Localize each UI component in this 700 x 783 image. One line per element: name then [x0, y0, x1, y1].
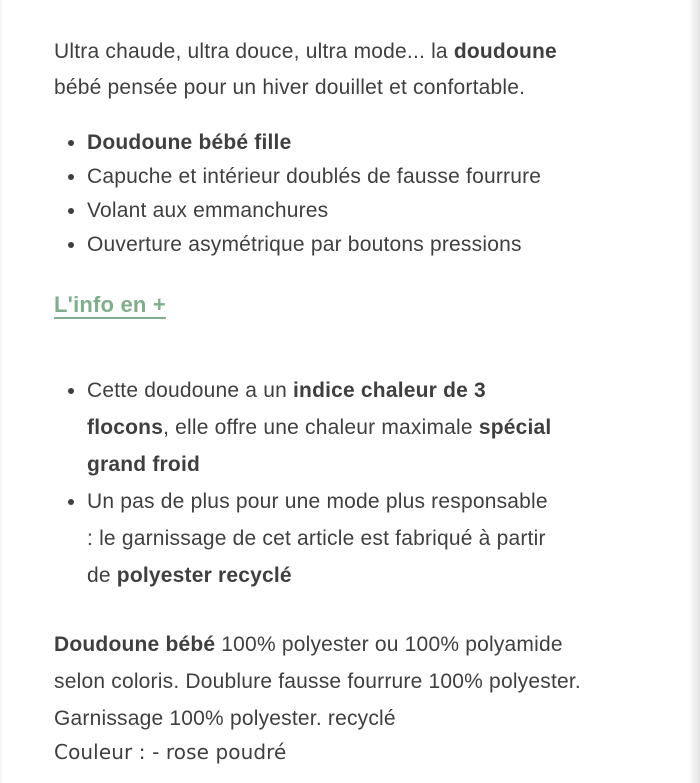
info-list — [54, 372, 554, 594]
intro-paragraph: Ultra chaude, ultra douce, ultra mode... la doudoune bébé pensée pour un hiver douillet et confortable. — [54, 40, 557, 99]
feature-item: • Doudoune bébé fille — [87, 126, 554, 160]
feature-item: • Volant aux emmanchures — [87, 194, 554, 228]
feature-list — [54, 126, 554, 262]
feature-item: • Ouverture asymétrique par boutons pressions — [87, 228, 554, 262]
composition-paragraph: Doudoune bébé 100% polyester ou 100% polyamide selon coloris. Doublure fausse fourrure 100% polyester. Garnissage 100% polyester. recyclé — [54, 633, 581, 730]
info-item: • Cette doudoune a un indice chaleur de 3 flocons, elle offre une chaleur maximale spécial grand froid — [87, 372, 554, 483]
info-item: • Un pas de plus pour une mode plus responsable : le garnissage de cet article est fabriqué à partir de polyester recyclé — [87, 483, 554, 594]
left-edge-shadow — [0, 0, 3, 783]
product-description-section — [54, 34, 594, 766]
more-info-link[interactable]: L'info en + — [54, 292, 166, 317]
feature-item: • Capuche et intérieur doublés de fausse fourrure — [87, 160, 554, 194]
color-line: Couleur : - rose poudré — [54, 740, 287, 764]
right-edge-shadow — [688, 0, 700, 783]
